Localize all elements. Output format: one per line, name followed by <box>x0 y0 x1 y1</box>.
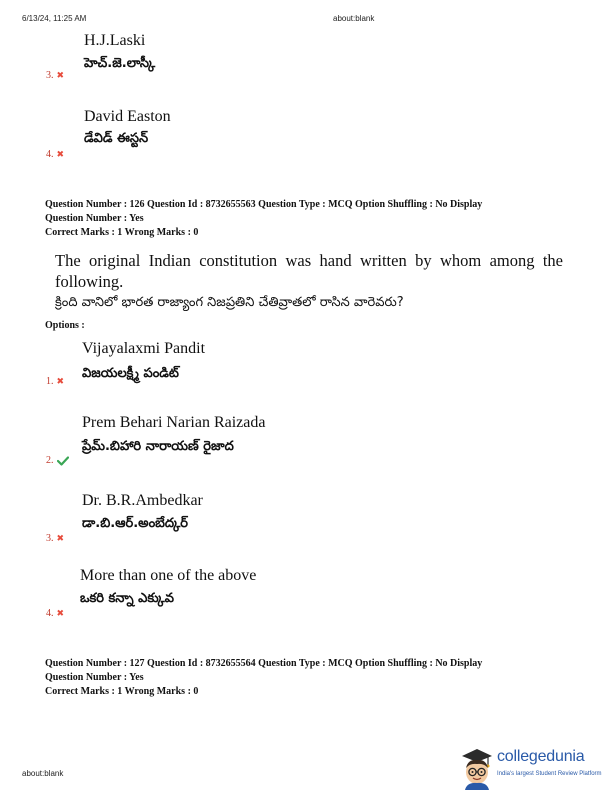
option-number-label: 3. <box>46 70 54 81</box>
question-meta-line: Correct Marks : 1 Wrong Marks : 0 <box>45 686 199 697</box>
brand-logo <box>458 746 608 790</box>
brand-tagline: India's largest Student Review Platform <box>497 771 602 777</box>
option-number-label: 4. <box>46 608 54 619</box>
question-text-telugu: క్రింది వానిలో భారత రాజ్యాంగ నిజప్రతిని చేతివ్రాతలో రాసిన వారెవరు? <box>55 295 404 310</box>
option-english: David Easton <box>84 108 171 125</box>
option-number <box>46 533 64 544</box>
footer-url: about:blank <box>22 769 64 778</box>
question-meta-line: Question Number : 126 Question Id : 8732655563 Question Type : MCQ Option Shuffling : No Display <box>45 199 483 210</box>
question-text-english: The original Indian constitution was hand written by whom among the following. <box>55 251 563 291</box>
question-meta <box>45 198 482 240</box>
option-english: H.J.Laski <box>84 32 146 49</box>
print-datetime: 6/13/24, 11:25 AM <box>22 14 87 23</box>
option-number <box>46 70 64 81</box>
option-telugu: ఒకరి కన్నా ఎక్కువ <box>80 591 174 606</box>
option-english: Prem Behari Narian Raizada <box>82 414 266 431</box>
cross-icon: ✖ <box>56 150 65 160</box>
option-english: Vijayalaxmi Pandit <box>82 340 206 357</box>
question-meta-line: Question Number : 127 Question Id : 8732655564 Question Type : MCQ Option Shuffling : No Display <box>45 658 483 669</box>
option-number-label: 4. <box>46 149 54 160</box>
option-number <box>46 608 64 619</box>
option-telugu: డేవిడ్ ఈస్టన్ <box>84 131 149 146</box>
option-number <box>46 376 64 387</box>
mascot-icon <box>458 746 496 790</box>
cross-icon: ✖ <box>56 71 65 81</box>
option-number <box>46 455 69 466</box>
brand-name: collegedunia <box>497 748 585 765</box>
option-number-label: 2. <box>46 455 54 466</box>
question-meta-line: Correct Marks : 1 Wrong Marks : 0 <box>45 227 199 238</box>
cross-icon: ✖ <box>56 377 65 387</box>
option-number-label: 1. <box>46 376 54 387</box>
option-number-label: 3. <box>46 533 54 544</box>
option-english: Dr. B.R.Ambedkar <box>82 492 203 509</box>
cross-icon: ✖ <box>56 534 65 544</box>
check-icon <box>57 456 69 466</box>
question-meta <box>45 657 482 699</box>
option-telugu: విజయలక్ష్మీ పండిట్ <box>82 366 179 381</box>
print-url: about:blank <box>333 14 375 23</box>
option-english: More than one of the above <box>80 567 257 584</box>
question-meta-line: Question Number : Yes <box>45 672 144 683</box>
option-telugu: హెచ్.జె.లాస్కీ <box>84 56 156 71</box>
option-number <box>46 149 64 160</box>
option-telugu: డా.బి.ఆర్.అంబేద్కర్ <box>82 516 188 531</box>
options-label: Options : <box>45 320 85 331</box>
cross-icon: ✖ <box>56 609 65 619</box>
option-telugu: ప్రేమ్.బిహారి నారాయణ్ రైజాద <box>82 439 234 454</box>
question-meta-line: Question Number : Yes <box>45 213 144 224</box>
